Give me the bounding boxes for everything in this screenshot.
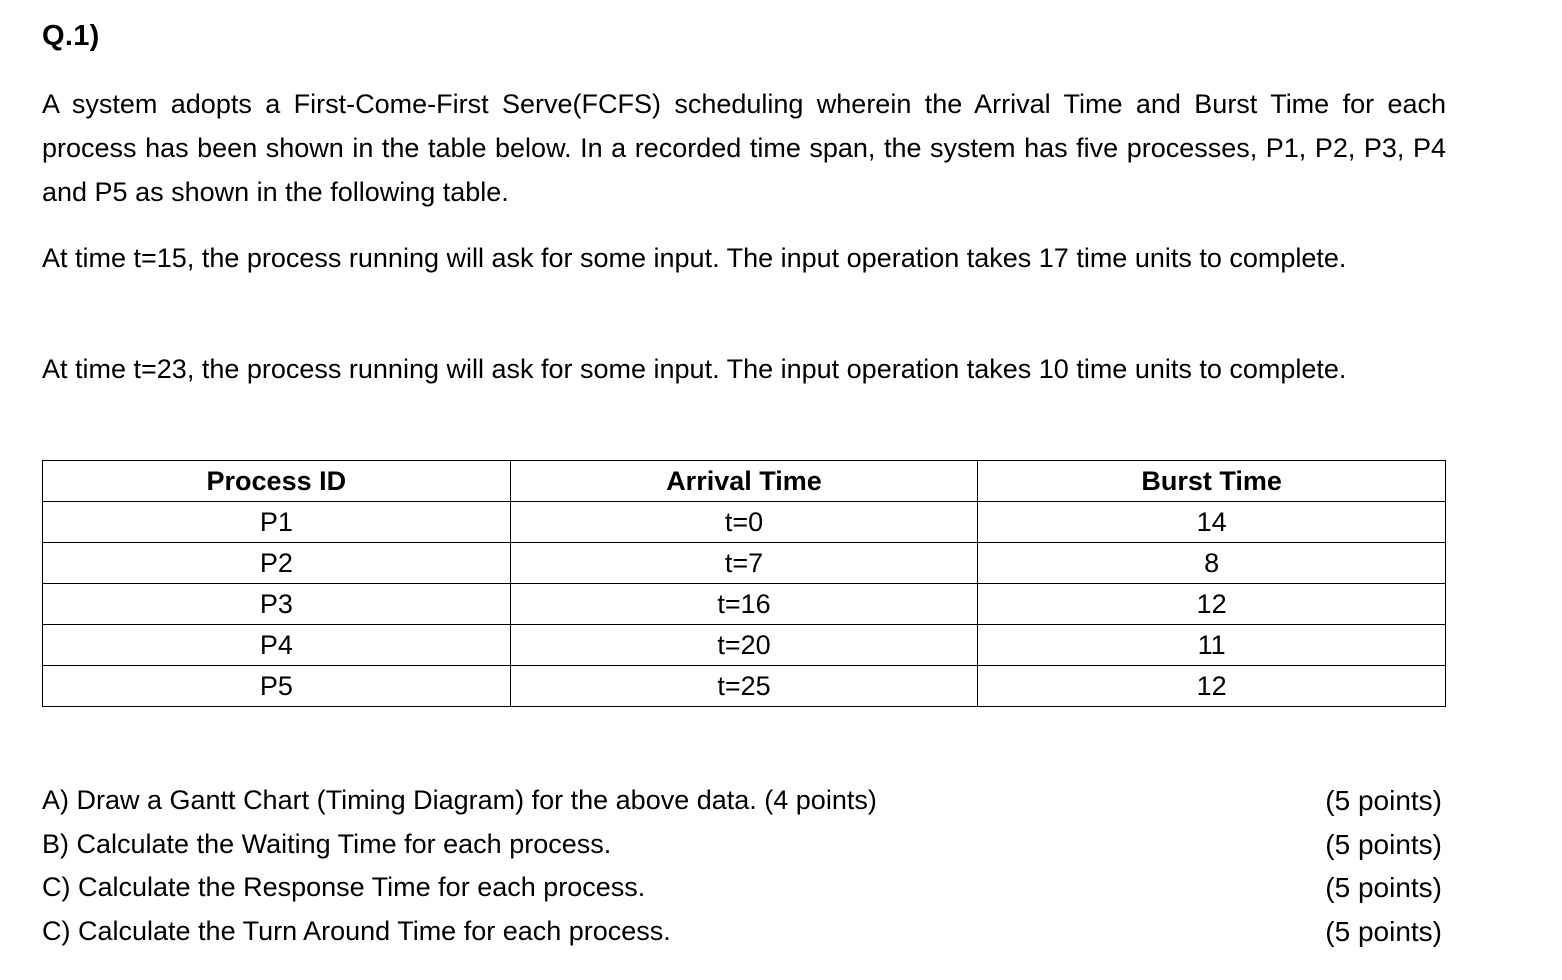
table-row xyxy=(43,625,1446,666)
question-item xyxy=(42,823,1446,867)
question-item xyxy=(42,910,1446,954)
cell-arrival-time: t=25 xyxy=(510,666,978,707)
cell-burst-time: 8 xyxy=(978,543,1446,584)
process-table xyxy=(42,460,1446,707)
cell-arrival-time: t=16 xyxy=(510,584,978,625)
cell-process-id: P1 xyxy=(43,502,511,543)
header-burst-time: Burst Time xyxy=(978,461,1446,502)
table-header-row xyxy=(43,461,1446,502)
cell-burst-time: 12 xyxy=(978,584,1446,625)
cell-process-id: P4 xyxy=(43,625,511,666)
cell-arrival-time: t=0 xyxy=(510,502,978,543)
cell-process-id: P5 xyxy=(43,666,511,707)
question-points: (5 points) xyxy=(1325,915,1442,947)
table-row xyxy=(43,502,1446,543)
question-number: Q.1) xyxy=(42,20,100,52)
question-list xyxy=(42,779,1446,953)
cell-arrival-time: t=7 xyxy=(510,543,978,584)
cell-burst-time: 11 xyxy=(978,625,1446,666)
question-item xyxy=(42,779,1446,823)
question-text: C) Calculate the Turn Around Time for each process. xyxy=(42,915,671,946)
question-text: B) Calculate the Waiting Time for each process. xyxy=(42,828,612,859)
table-row xyxy=(43,666,1446,707)
header-process-id: Process ID xyxy=(43,461,511,502)
intro-paragraph: A system adopts a First-Come-First Serve(FCFS) scheduling wherein the Arrival Time and Burst Time for each process has been shown in the table below. In a recorded time span, the system has five processes, P1, P2, P3, P4 and P5 as shown in the following table. xyxy=(42,89,1446,207)
cell-arrival-time: t=20 xyxy=(510,625,978,666)
question-item xyxy=(42,866,1446,910)
question-text: C) Calculate the Response Time for each process. xyxy=(42,872,646,902)
io-event-paragraph-2: At time t=23, the process running will ask for some input. The input operation takes 10 time units to complete. xyxy=(42,354,1347,384)
cell-process-id: P3 xyxy=(43,584,511,625)
table-row xyxy=(43,543,1446,584)
cell-burst-time: 14 xyxy=(978,502,1446,543)
cell-process-id: P2 xyxy=(43,543,511,584)
question-points: (5 points) xyxy=(1325,828,1442,860)
question-points: (5 points) xyxy=(1325,785,1442,816)
io-event-paragraph-1: At time t=15, the process running will ask for some input. The input operation takes 17 time units to complete. xyxy=(42,243,1347,273)
question-points: (5 points) xyxy=(1325,872,1442,903)
question-text: A) Draw a Gantt Chart (Timing Diagram) for the above data. (4 points) xyxy=(42,785,877,815)
table-row xyxy=(43,584,1446,625)
header-arrival-time: Arrival Time xyxy=(510,461,978,502)
cell-burst-time: 12 xyxy=(978,666,1446,707)
